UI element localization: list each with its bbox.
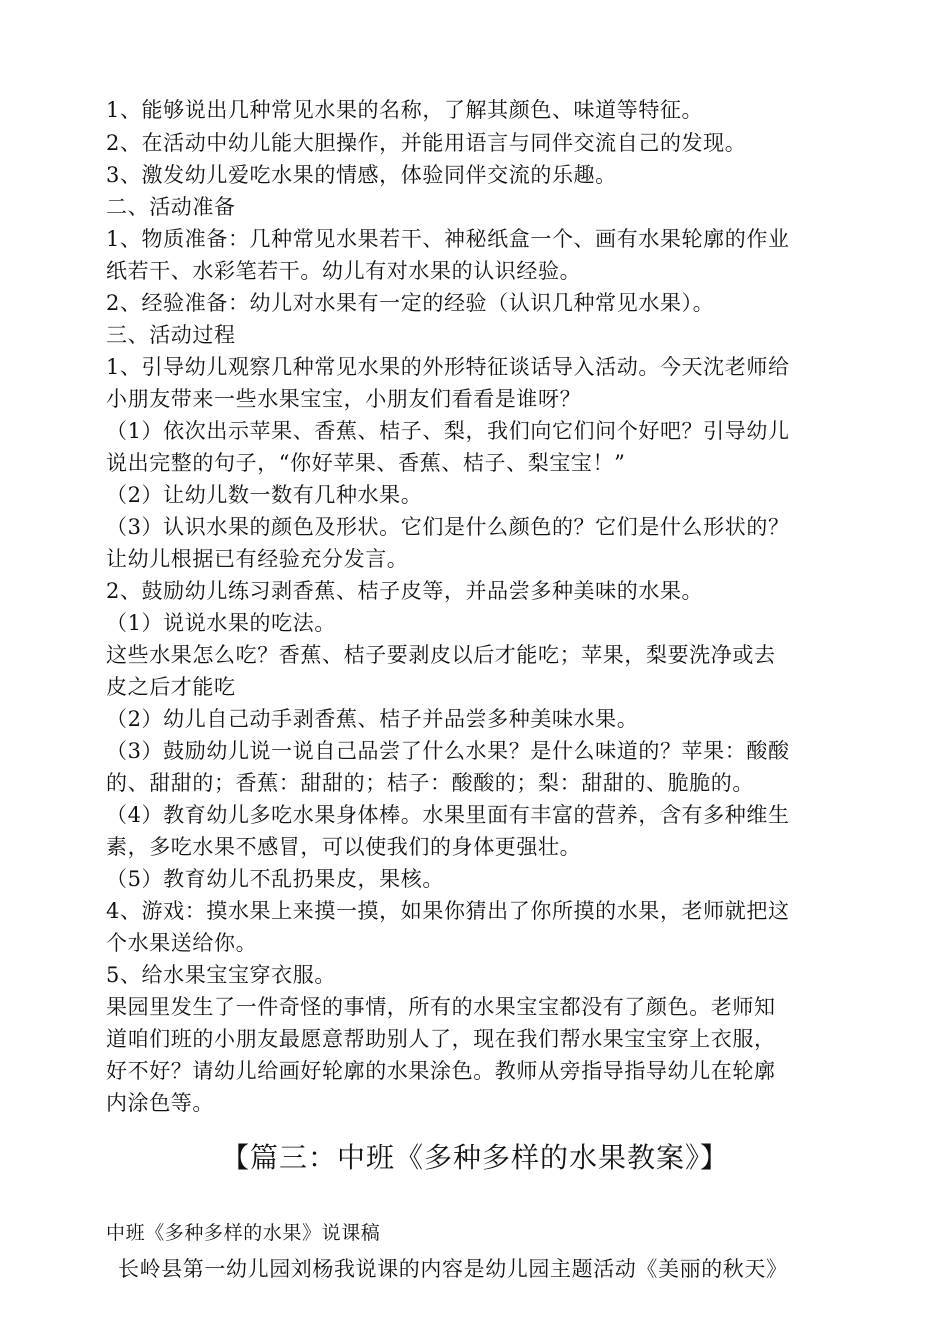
section-heading: 三、活动过程 bbox=[106, 323, 236, 347]
section-heading: 二、活动准备 bbox=[106, 195, 236, 219]
text-line: 内涂色等。 bbox=[106, 1091, 214, 1115]
text-line: 1、能够说出几种常见水果的名称，了解其颜色、味道等特征。 bbox=[106, 98, 704, 122]
text-line: 2、经验准备：幼儿对水果有一定的经验（认识几种常见水果）。 bbox=[106, 291, 715, 315]
text-line: （5）教育幼儿不乱扔果皮，果核。 bbox=[106, 867, 444, 891]
text-line: （2）让幼儿数一数有几种水果。 bbox=[106, 483, 423, 507]
text-line: 3、激发幼儿爱吃水果的情感，体验同伴交流的乐趣。 bbox=[106, 163, 617, 187]
text-line: 长岭县第一幼儿园刘杨我说课的内容是幼儿园主题活动《美丽的秋天》 bbox=[118, 1257, 788, 1281]
subtitle: 中班《多种多样的水果》说课稿 bbox=[106, 1222, 381, 1244]
text-line: （2）幼儿自己动手剥香蕉、桔子并品尝多种美味水果。 bbox=[106, 707, 639, 731]
text-line: （4）教育幼儿多吃水果身体棒。水果里面有丰富的营养，含有多种维生 bbox=[106, 803, 790, 827]
text-line: 说出完整的句子，“你好苹果、香蕉、桔子、梨宝宝！” bbox=[106, 451, 626, 475]
section-title: 【篇三：中班《多种多样的水果教案》】 bbox=[220, 1141, 729, 1174]
text-line: 2、在活动中幼儿能大胆操作，并能用语言与同伴交流自己的发现。 bbox=[106, 131, 747, 155]
text-line: 果园里发生了一件奇怪的事情，所有的水果宝宝都没有了颜色。老师知 bbox=[106, 995, 776, 1019]
text-line: 好不好？请幼儿给画好轮廓的水果涂色。教师从旁指导指导幼儿在轮廓 bbox=[106, 1059, 776, 1083]
text-line: 个水果送给你。 bbox=[106, 931, 258, 955]
text-line: （3）鼓励幼儿说一说自己品尝了什么水果？是什么味道的？苹果：酸酸 bbox=[106, 739, 790, 763]
text-line: 2、鼓励幼儿练习剥香蕉、桔子皮等，并品尝多种美味的水果。 bbox=[106, 579, 704, 603]
text-line: 皮之后才能吃 bbox=[106, 675, 236, 699]
text-line: 让幼儿根据已有经验充分发言。 bbox=[106, 547, 409, 571]
text-line: 的、甜甜的；香蕉：甜甜的；桔子：酸酸的；梨：甜甜的、脆脆的。 bbox=[106, 771, 754, 795]
text-line: 道咱们班的小朋友最愿意帮助别人了，现在我们帮水果宝宝穿上衣服， bbox=[106, 1027, 776, 1051]
text-line: （3）认识水果的颜色及形状。它们是什么颜色的？它们是什么形状的？ bbox=[106, 515, 790, 539]
text-line: 这些水果怎么吃？香蕉、桔子要剥皮以后才能吃；苹果，梨要洗净或去 bbox=[106, 643, 776, 667]
text-line: 1、物质准备：几种常见水果若干、神秘纸盒一个、画有水果轮廓的作业 bbox=[106, 227, 790, 251]
text-line: 纸若干、水彩笔若干。幼儿有对水果的认识经验。 bbox=[106, 259, 582, 283]
text-line: 5、给水果宝宝穿衣服。 bbox=[106, 963, 336, 987]
text-line: 1、引导幼儿观察几种常见水果的外形特征谈话导入活动。今天沈老师给 bbox=[106, 355, 790, 379]
text-line: 小朋友带来一些水果宝宝，小朋友们看看是谁呀？ bbox=[106, 387, 582, 411]
text-line: 4、游戏：摸水果上来摸一摸，如果你猜出了你所摸的水果，老师就把这 bbox=[106, 899, 790, 923]
text-line: （1）依次出示苹果、香蕉、桔子、梨，我们向它们问个好吧？引导幼儿 bbox=[106, 419, 790, 443]
text-line: 素，多吃水果不感冒，可以使我们的身体更强壮。 bbox=[106, 835, 582, 859]
text-line: （1）说说水果的吃法。 bbox=[106, 611, 336, 635]
